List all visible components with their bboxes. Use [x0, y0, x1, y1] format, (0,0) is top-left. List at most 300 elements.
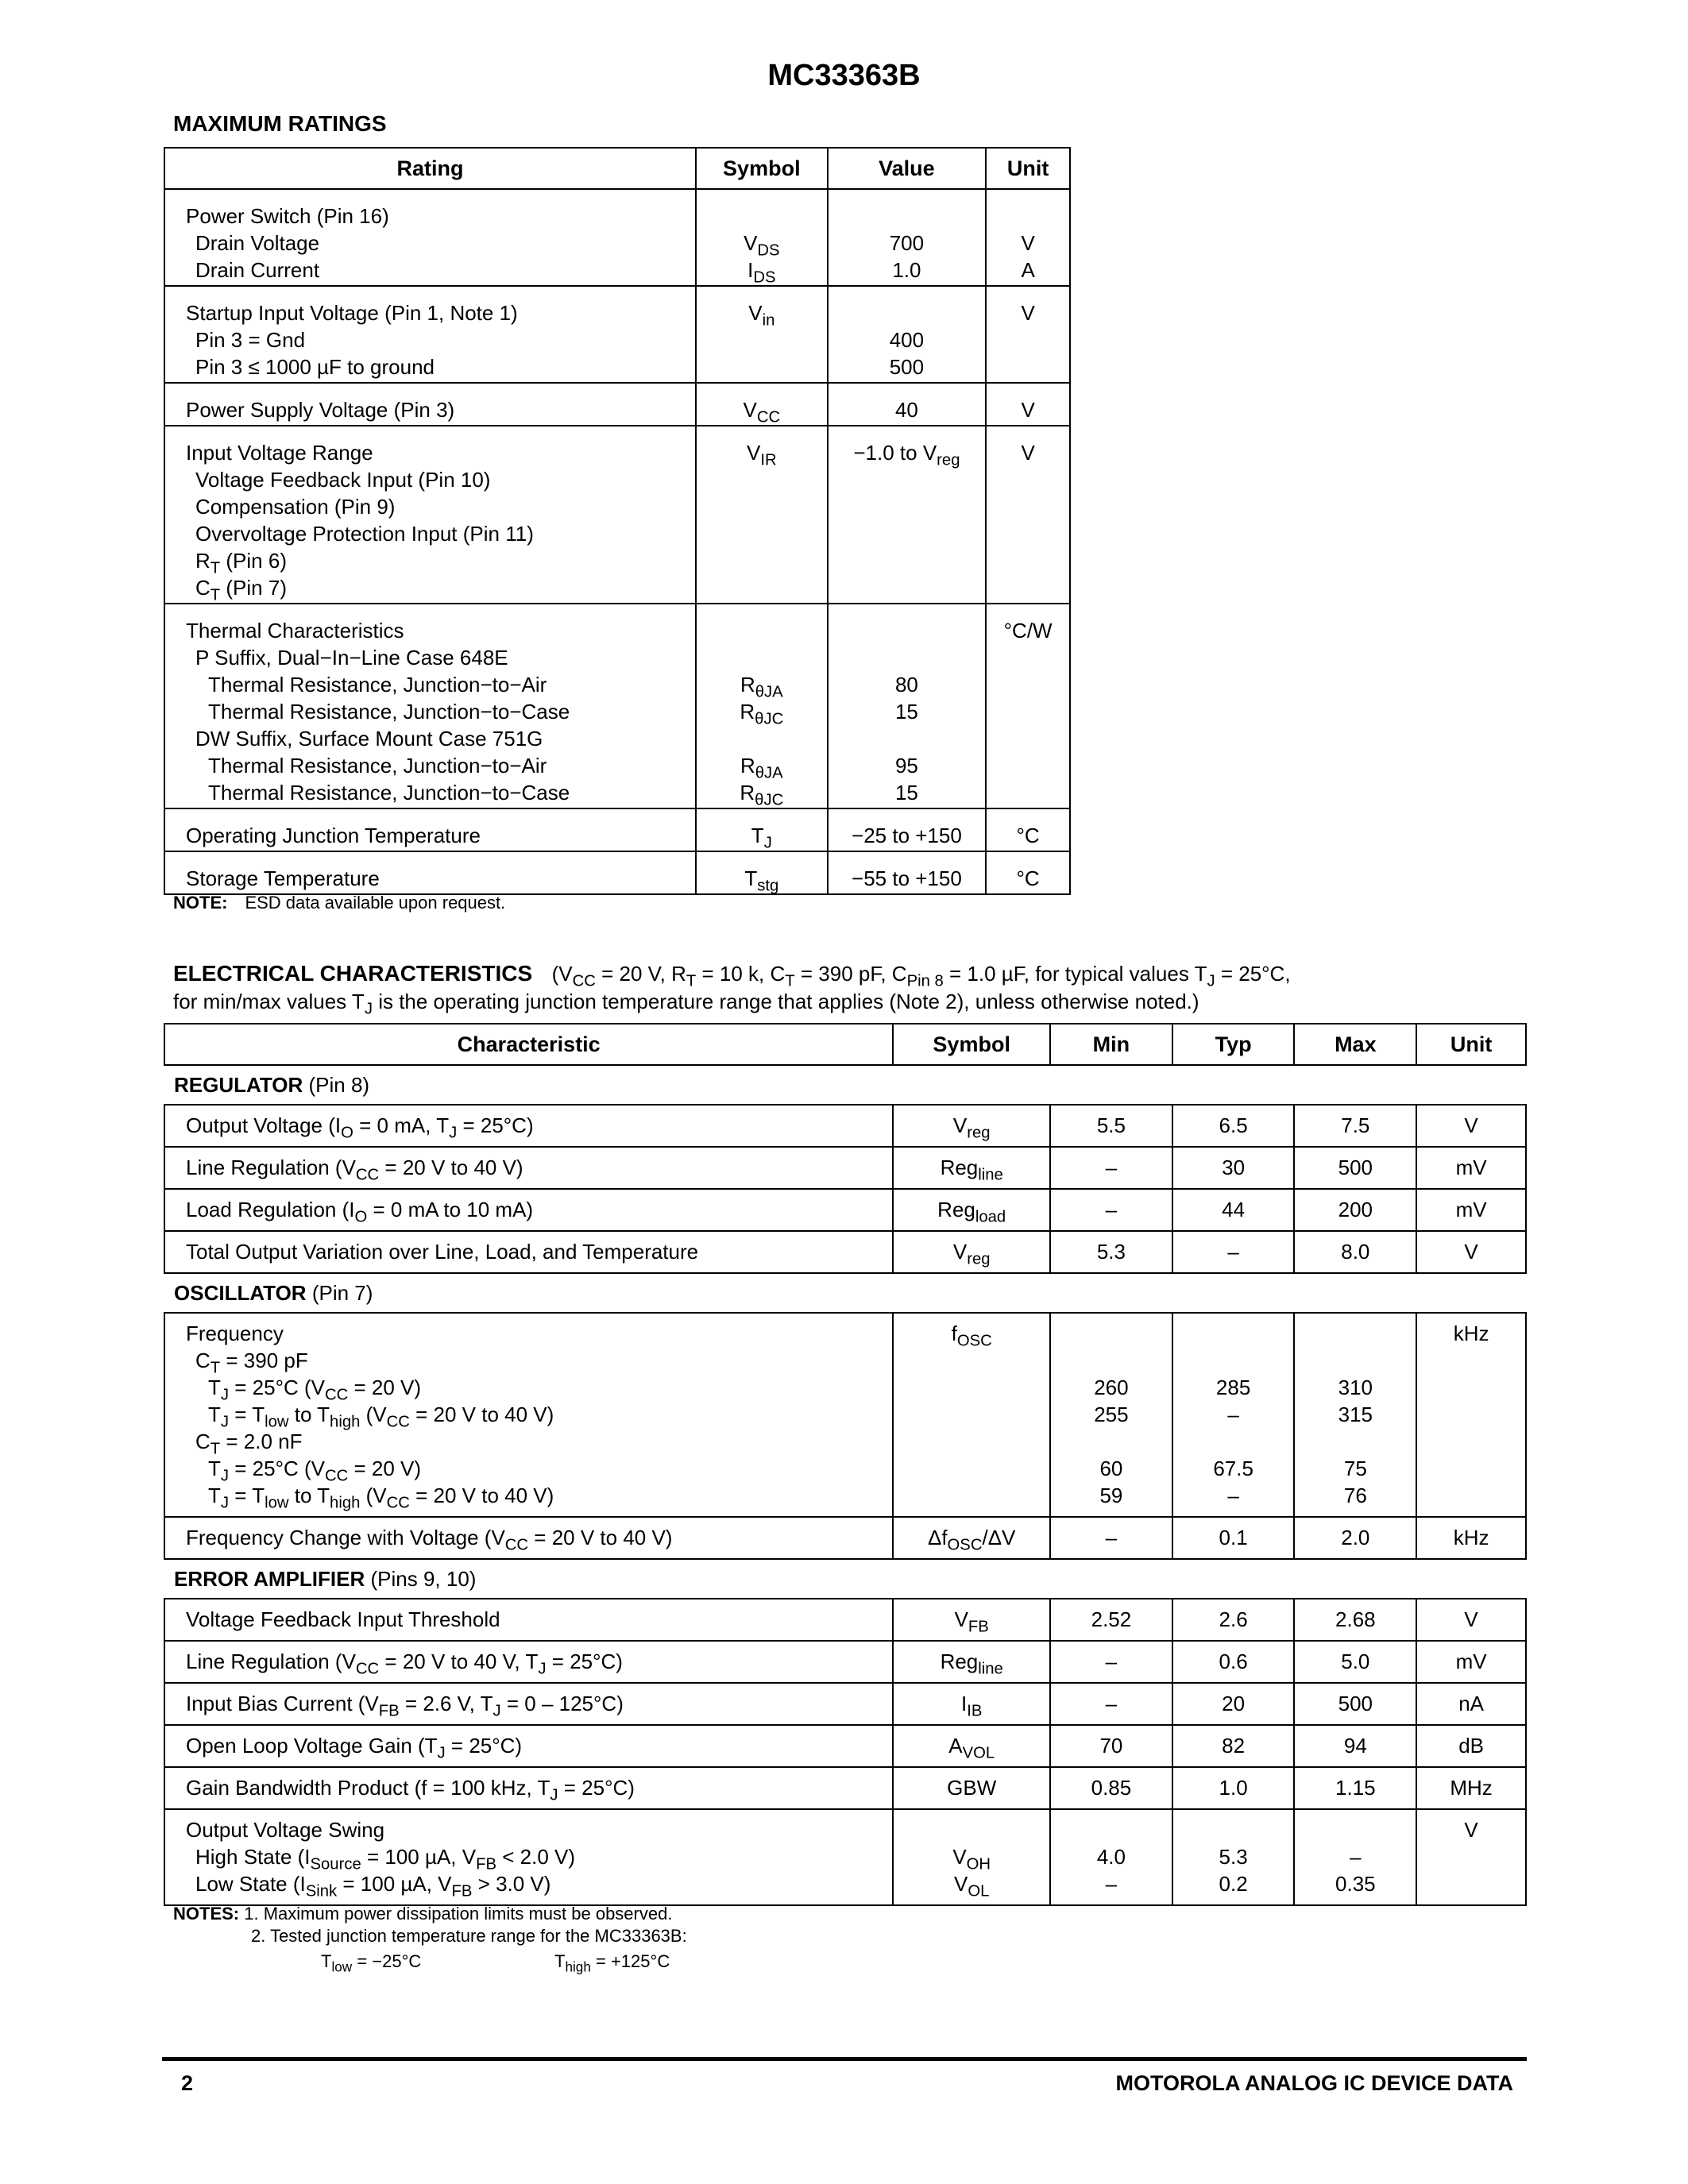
cell-line	[894, 1816, 1049, 1843]
cell-line: $R_{\theta JA}$	[740, 673, 783, 701]
typ-cell	[1172, 1147, 1295, 1189]
cell-line: Pin 3 = Gnd	[195, 328, 306, 352]
cell-line: Storage Temperature	[186, 866, 380, 890]
min-cell	[1050, 1683, 1172, 1725]
cell-line	[829, 644, 986, 671]
cell-line: 5.3	[1219, 1845, 1248, 1869]
cell-line: 500	[889, 355, 925, 379]
symbol-cell	[893, 1313, 1050, 1517]
max-cell	[1294, 1147, 1416, 1189]
cell-line: Reg$_{line}$	[940, 1650, 1003, 1678]
cell-line: Input Bias Current ($V_{FB} = 2.6$ V, $T_J = 0 - 125^\circ C$)	[186, 1692, 624, 1720]
cell-line: Line Regulation ($V_{CC} = 20$ V to 40 V)	[186, 1156, 523, 1184]
cell-line: 70	[1099, 1734, 1123, 1758]
max-ratings-header-row	[164, 148, 1070, 189]
cell-line: 0.35	[1335, 1872, 1376, 1896]
cell-line: $T_J = T_{low}$ to $T_{high}$ ($V_{CC} = 20$ V to 40 V)	[208, 1484, 554, 1512]
symbol-cell	[893, 1599, 1050, 1641]
unit-cell	[986, 851, 1070, 894]
cell-line: −55 to +150	[852, 866, 962, 890]
typ-cell	[1172, 1189, 1295, 1231]
cell-line: Thermal Resistance, Junction−to−Air	[208, 754, 547, 778]
symbol-cell	[696, 286, 828, 383]
symbol-cell	[893, 1147, 1050, 1189]
cell-line	[829, 203, 986, 230]
cell-line: 315	[1338, 1403, 1373, 1426]
cell-line: 82	[1222, 1734, 1246, 1758]
symbol-cell	[893, 1231, 1050, 1273]
rating-row	[164, 286, 1070, 383]
characteristic-row	[164, 1105, 1526, 1147]
cell-line: 0.2	[1219, 1872, 1248, 1896]
rating-row	[164, 383, 1070, 426]
header-min: Min	[1050, 1024, 1172, 1065]
max-ratings-heading: MAXIMUM RATINGS	[173, 111, 387, 136]
t-high: $T_{high} = +125^\circ C$	[554, 1951, 670, 1975]
characteristic-row	[164, 1809, 1526, 1905]
footer-rule	[162, 2057, 1527, 2061]
cell-line	[1173, 1347, 1294, 1374]
cell-line: °C/W	[1003, 619, 1053, 642]
cell-line	[1295, 1320, 1416, 1347]
cell-line: 2.68	[1335, 1607, 1376, 1631]
cell-line: 44	[1222, 1198, 1246, 1221]
characteristic-cell	[164, 1231, 893, 1273]
value-cell	[828, 286, 987, 383]
cell-line: 1.15	[1335, 1776, 1376, 1800]
characteristic-cell	[164, 1313, 893, 1517]
rating-row	[164, 604, 1070, 808]
cell-line: 2.6	[1219, 1607, 1248, 1631]
value-cell	[828, 604, 987, 808]
cell-line: Total Output Variation over Line, Load, and Temperature	[186, 1240, 699, 1264]
cell-line: 80	[894, 673, 918, 696]
cell-line: –	[1105, 1198, 1118, 1221]
unit-cell	[1416, 1809, 1526, 1905]
symbol-cell	[696, 604, 828, 808]
cell-line: 67.5	[1213, 1457, 1253, 1480]
min-cell	[1050, 1313, 1172, 1517]
symbol-cell	[893, 1641, 1050, 1683]
cell-line: 0.1	[1219, 1526, 1248, 1549]
cell-line: –	[1350, 1845, 1362, 1869]
cell-line: Thermal Resistance, Junction−to−Air	[208, 673, 547, 696]
typ-cell	[1172, 1641, 1295, 1683]
cell-line: Startup Input Voltage (Pin 1, Note 1)	[186, 301, 518, 325]
cell-line: V	[1464, 1818, 1478, 1842]
unit-cell	[986, 383, 1070, 426]
symbol-cell	[696, 189, 828, 286]
characteristic-row	[164, 1517, 1526, 1559]
cell-line: –	[1105, 1526, 1118, 1549]
cell-line: $R_T$ (Pin 6)	[195, 549, 287, 577]
cell-line: 400	[889, 328, 925, 352]
cell-line: $A_{VOL}$	[948, 1734, 995, 1762]
value-cell	[828, 189, 987, 286]
cell-line: 500	[1338, 1692, 1373, 1715]
elec-heading: ELECTRICAL CHARACTERISTICS	[173, 961, 533, 986]
cell-line: A	[1021, 258, 1035, 282]
header-unit: Unit	[1416, 1024, 1526, 1065]
cell-line: $\Delta f_{OSC}/\Delta V$	[927, 1526, 1016, 1554]
rating-cell	[164, 286, 696, 383]
cell-line: –	[1105, 1650, 1118, 1673]
symbol-cell	[893, 1809, 1050, 1905]
cell-line: Output Voltage Swing	[186, 1818, 385, 1842]
cell-line: 75	[1343, 1457, 1367, 1480]
cell-line: 200	[1338, 1198, 1373, 1221]
symbol-cell	[893, 1767, 1050, 1809]
cell-line: Low State ($I_{Sink} = 100$ µA, $V_{FB} > 3.0$ V)	[195, 1872, 551, 1900]
typ-cell	[1172, 1231, 1295, 1273]
cell-line: 95	[894, 754, 918, 778]
symbol-cell	[696, 851, 828, 894]
cell-line: $R_{\theta JA}$	[740, 754, 783, 782]
unit-cell	[1416, 1725, 1526, 1767]
page-number: 2	[181, 2071, 194, 2095]
cell-line: 40	[894, 398, 918, 422]
cell-line: $V_{OL}$	[953, 1872, 990, 1900]
cell-line: V	[1464, 1607, 1478, 1631]
cell-line: mV	[1455, 1156, 1487, 1179]
cell-line: $V_{OH}$	[952, 1845, 991, 1873]
typ-cell	[1172, 1105, 1295, 1147]
cell-line: $I_{DS}$	[747, 258, 776, 287]
cell-line: nA	[1458, 1692, 1484, 1715]
cell-line: −25 to +150	[852, 824, 962, 847]
note-1: 1. Maximum power dissipation limits must be observed.	[244, 1904, 673, 1924]
cell-line: Line Regulation ($V_{CC} = 20$ V to 40 V, $T_J = 25^\circ C$)	[186, 1650, 623, 1678]
cell-line: Reg$_{load}$	[937, 1198, 1006, 1226]
cell-line	[1051, 1347, 1172, 1374]
cell-line: Thermal Characteristics	[186, 619, 404, 642]
characteristic-cell	[164, 1809, 893, 1905]
cell-line: –	[1105, 1692, 1118, 1715]
rating-cell	[164, 604, 696, 808]
typ-cell	[1172, 1809, 1295, 1905]
cell-line: $T_J$	[751, 824, 772, 852]
cell-line	[697, 203, 827, 230]
cell-line: 260	[1094, 1376, 1129, 1399]
typ-cell	[1172, 1313, 1295, 1517]
rating-cell	[164, 189, 696, 286]
section-name: ERROR AMPLIFIER	[174, 1567, 365, 1591]
elec-header-row	[164, 1024, 1526, 1065]
cell-line: V	[1021, 301, 1035, 325]
cell-line: 5.3	[1096, 1240, 1126, 1264]
page-title: MC33363B	[767, 59, 921, 92]
section-header	[164, 1559, 1526, 1599]
cell-line	[829, 725, 986, 752]
cell-line: 59	[1099, 1484, 1123, 1507]
max-cell	[1294, 1313, 1416, 1517]
section-header-row	[164, 1065, 1526, 1105]
cell-line: Overvoltage Protection Input (Pin 11)	[195, 522, 534, 546]
cell-line: Drain Voltage	[195, 231, 320, 255]
min-cell	[1050, 1517, 1172, 1559]
cell-line: $f_{OSC}$	[951, 1322, 992, 1350]
section-header-row	[164, 1273, 1526, 1313]
cell-line: Power Supply Voltage (Pin 3)	[186, 398, 455, 422]
characteristic-row	[164, 1147, 1526, 1189]
min-cell	[1050, 1725, 1172, 1767]
cell-line	[1295, 1428, 1416, 1455]
section-name: REGULATOR	[174, 1073, 303, 1097]
cell-line: GBW	[947, 1776, 997, 1800]
characteristic-row	[164, 1767, 1526, 1809]
cell-line: 310	[1338, 1376, 1373, 1399]
max-cell	[1294, 1767, 1416, 1809]
unit-cell	[1416, 1641, 1526, 1683]
rating-cell	[164, 383, 696, 426]
max-cell	[1294, 1641, 1416, 1683]
cell-line: kHz	[1453, 1322, 1489, 1345]
cell-line: –	[1227, 1240, 1239, 1264]
note-label: NOTE:	[173, 893, 228, 913]
cell-line	[697, 644, 827, 671]
cell-line: 20	[1222, 1692, 1246, 1715]
value-cell	[828, 383, 987, 426]
cell-line: 5.5	[1096, 1113, 1126, 1137]
cell-line: $V_{IR}$	[747, 441, 777, 469]
symbol-cell	[893, 1683, 1050, 1725]
cell-line: 285	[1215, 1376, 1251, 1399]
cell-line: $T_J = 25^\circ C$ ($V_{CC} = 20$ V)	[208, 1457, 422, 1485]
unit-cell	[1416, 1231, 1526, 1273]
cell-line: 4.0	[1096, 1845, 1126, 1869]
cell-line: Power Switch (Pin 16)	[186, 204, 389, 228]
cell-line: $V_{reg}$	[952, 1240, 991, 1268]
notes-label: NOTES:	[173, 1904, 240, 1924]
value-cell	[828, 851, 987, 894]
characteristic-cell	[164, 1147, 893, 1189]
max-cell	[1294, 1105, 1416, 1147]
cell-line: Drain Current	[195, 258, 320, 282]
cell-line: $I_{IB}$	[960, 1692, 983, 1720]
unit-cell	[986, 426, 1070, 604]
symbol-cell	[893, 1105, 1050, 1147]
cell-line: 0.85	[1091, 1776, 1132, 1800]
unit-cell	[1416, 1147, 1526, 1189]
cell-line: V	[1021, 398, 1035, 422]
characteristic-row	[164, 1189, 1526, 1231]
rating-row	[164, 851, 1070, 894]
rating-row	[164, 808, 1070, 851]
characteristic-row	[164, 1231, 1526, 1273]
section-header-row	[164, 1559, 1526, 1599]
unit-cell	[1416, 1105, 1526, 1147]
footer-brand: MOTOROLA ANALOG IC DEVICE DATA	[1115, 2071, 1513, 2095]
unit-cell	[1416, 1683, 1526, 1725]
header-max: Max	[1294, 1024, 1416, 1065]
cell-line: 700	[889, 231, 925, 255]
typ-cell	[1172, 1767, 1295, 1809]
cell-line: 94	[1343, 1734, 1367, 1758]
cell-line: °C	[1016, 824, 1040, 847]
cell-line: Load Regulation ($I_O = 0$ mA to 10 mA)	[186, 1198, 534, 1226]
cell-line: Gain Bandwidth Product (f = 100 kHz, $T_J = 25^\circ C$)	[186, 1776, 635, 1804]
cell-line: 76	[1343, 1484, 1367, 1507]
cell-line: mV	[1455, 1650, 1487, 1673]
symbol-cell	[893, 1189, 1050, 1231]
cell-line: 2.52	[1091, 1607, 1132, 1631]
unit-cell	[986, 189, 1070, 286]
cell-line: $C_T = 2.0$ nF	[195, 1430, 303, 1458]
section-pins: (Pins 9, 10)	[370, 1567, 477, 1591]
typ-cell	[1172, 1725, 1295, 1767]
cell-line: mV	[1455, 1198, 1487, 1221]
section-name: OSCILLATOR	[174, 1281, 307, 1305]
cell-line: $R_{\theta JC}$	[740, 700, 784, 728]
rating-cell	[164, 426, 696, 604]
cell-line: 7.5	[1341, 1113, 1370, 1137]
cell-line: Open Loop Voltage Gain $(T_J = 25^\circ C)$	[186, 1734, 523, 1762]
cell-line: Voltage Feedback Input (Pin 10)	[195, 468, 491, 492]
cell-line: 6.5	[1219, 1113, 1248, 1137]
cell-line: –	[1227, 1484, 1239, 1507]
cell-line: 1.0	[892, 258, 921, 282]
min-cell	[1050, 1767, 1172, 1809]
max-cell	[1294, 1599, 1416, 1641]
unit-cell	[1416, 1189, 1526, 1231]
cell-line: $T_{stg}$	[744, 866, 779, 895]
characteristic-cell	[164, 1517, 893, 1559]
max-cell	[1294, 1231, 1416, 1273]
symbol-cell	[696, 383, 828, 426]
min-cell	[1050, 1641, 1172, 1683]
cell-line: Thermal Resistance, Junction−to−Case	[208, 700, 570, 723]
cell-line	[1173, 1320, 1294, 1347]
cell-line: Voltage Feedback Input Threshold	[186, 1607, 500, 1631]
cell-line: V	[1464, 1113, 1478, 1137]
max-cell	[1294, 1809, 1416, 1905]
max-cell	[1294, 1517, 1416, 1559]
max-ratings-table	[164, 147, 1071, 895]
cell-line	[829, 299, 986, 326]
note-text: ESD data available upon request.	[245, 893, 506, 913]
max-ratings-note	[173, 893, 505, 913]
cell-line: 15	[894, 700, 918, 723]
cell-line: Pin 3 ≤ 1000 µF to ground	[195, 355, 435, 379]
cell-line: Input Voltage Range	[186, 441, 373, 465]
cell-line: 1.0	[1219, 1776, 1248, 1800]
cell-line	[697, 725, 827, 752]
unit-cell	[1416, 1599, 1526, 1641]
cell-line	[1295, 1347, 1416, 1374]
section-pins: (Pin 7)	[311, 1281, 373, 1305]
value-cell	[828, 426, 987, 604]
characteristic-cell	[164, 1683, 893, 1725]
cell-line: Operating Junction Temperature	[186, 824, 481, 847]
cell-line: $C_T$ (Pin 7)	[195, 576, 287, 604]
cell-line: V	[1021, 231, 1035, 255]
cell-line	[1173, 1816, 1294, 1843]
electrical-characteristics-table	[164, 1023, 1527, 1906]
cell-line	[829, 617, 986, 644]
symbol-cell	[696, 426, 828, 604]
cell-line: –	[1227, 1403, 1239, 1426]
cell-line	[1051, 1320, 1172, 1347]
header-rating: Rating	[164, 148, 696, 189]
cell-line: $C_T = 390$ pF	[195, 1349, 308, 1377]
characteristic-cell	[164, 1641, 893, 1683]
cell-line: –	[1105, 1872, 1118, 1896]
symbol-cell	[696, 808, 828, 851]
cell-line: DW Suffix, Surface Mount Case 751G	[195, 727, 543, 751]
rating-row	[164, 426, 1070, 604]
cell-line: kHz	[1453, 1526, 1489, 1549]
min-cell	[1050, 1147, 1172, 1189]
value-cell	[828, 808, 987, 851]
cell-line: $V_{DS}$	[744, 231, 780, 260]
symbol-cell	[893, 1517, 1050, 1559]
header-typ: Typ	[1172, 1024, 1295, 1065]
cell-line	[1051, 1816, 1172, 1843]
cell-line: $V_{in}$	[748, 301, 775, 330]
elec-conditions-1: ($V_{CC} = 20$ V, $R_T = 10$ k, $C_T = 390$ pF, $C_{Pin 8} = 1.0$ µF, for typical values $T_J = 25^\circ C$,	[551, 962, 1291, 990]
max-cell	[1294, 1683, 1416, 1725]
cell-line: Frequency	[186, 1322, 284, 1345]
elec-heading-line	[173, 961, 1291, 990]
cell-line: $V_{CC}$	[743, 398, 781, 426]
max-cell	[1294, 1189, 1416, 1231]
cell-line: 15	[894, 781, 918, 805]
cell-line: 5.0	[1341, 1650, 1370, 1673]
characteristic-cell	[164, 1105, 893, 1147]
cell-line: 60	[1099, 1457, 1123, 1480]
rating-cell	[164, 808, 696, 851]
unit-cell	[986, 286, 1070, 383]
unit-cell	[1416, 1517, 1526, 1559]
min-cell	[1050, 1105, 1172, 1147]
cell-line	[697, 617, 827, 644]
typ-cell	[1172, 1683, 1295, 1725]
min-cell	[1050, 1599, 1172, 1641]
cell-line: −1.0 to $V_{reg}$	[853, 441, 960, 469]
cell-line: Output Voltage ($I_O = 0$ mA, $T_J = 25^\circ C$)	[186, 1113, 534, 1142]
header-symbol: Symbol	[696, 148, 828, 189]
unit-cell	[1416, 1767, 1526, 1809]
cell-line: 255	[1094, 1403, 1129, 1426]
section-header	[164, 1065, 1526, 1105]
rating-row	[164, 189, 1070, 286]
cell-line	[1051, 1428, 1172, 1455]
unit-cell	[1416, 1313, 1526, 1517]
note-2: 2. Tested junction temperature range for the MC33363B:	[251, 1926, 687, 1946]
cell-line: 2.0	[1341, 1526, 1370, 1549]
characteristic-row	[164, 1683, 1526, 1725]
header-characteristic: Characteristic	[164, 1024, 893, 1065]
cell-line: Reg$_{line}$	[940, 1156, 1003, 1184]
cell-line: Thermal Resistance, Junction−to−Case	[208, 781, 570, 805]
cell-line: 30	[1222, 1156, 1246, 1179]
section-pins: (Pin 8)	[308, 1073, 370, 1097]
cell-line: $T_J = T_{low}$ to $T_{high}$ ($V_{CC} = 20$ V to 40 V)	[208, 1403, 554, 1431]
cell-line: 500	[1338, 1156, 1373, 1179]
header-value: Value	[828, 148, 987, 189]
section-header	[164, 1273, 1526, 1313]
typ-cell	[1172, 1599, 1295, 1641]
characteristic-row	[164, 1313, 1526, 1517]
cell-line	[1173, 1428, 1294, 1455]
cell-line: V	[1021, 441, 1035, 465]
header-symbol: Symbol	[893, 1024, 1050, 1065]
cell-line: MHz	[1450, 1776, 1493, 1800]
cell-line: $T_J = 25^\circ C$ ($V_{CC} = 20$ V)	[208, 1376, 422, 1404]
cell-line: Compensation (Pin 9)	[195, 495, 396, 519]
cell-line: P Suffix, Dual−In−Line Case 648E	[195, 646, 508, 669]
elec-notes	[173, 1904, 687, 1975]
